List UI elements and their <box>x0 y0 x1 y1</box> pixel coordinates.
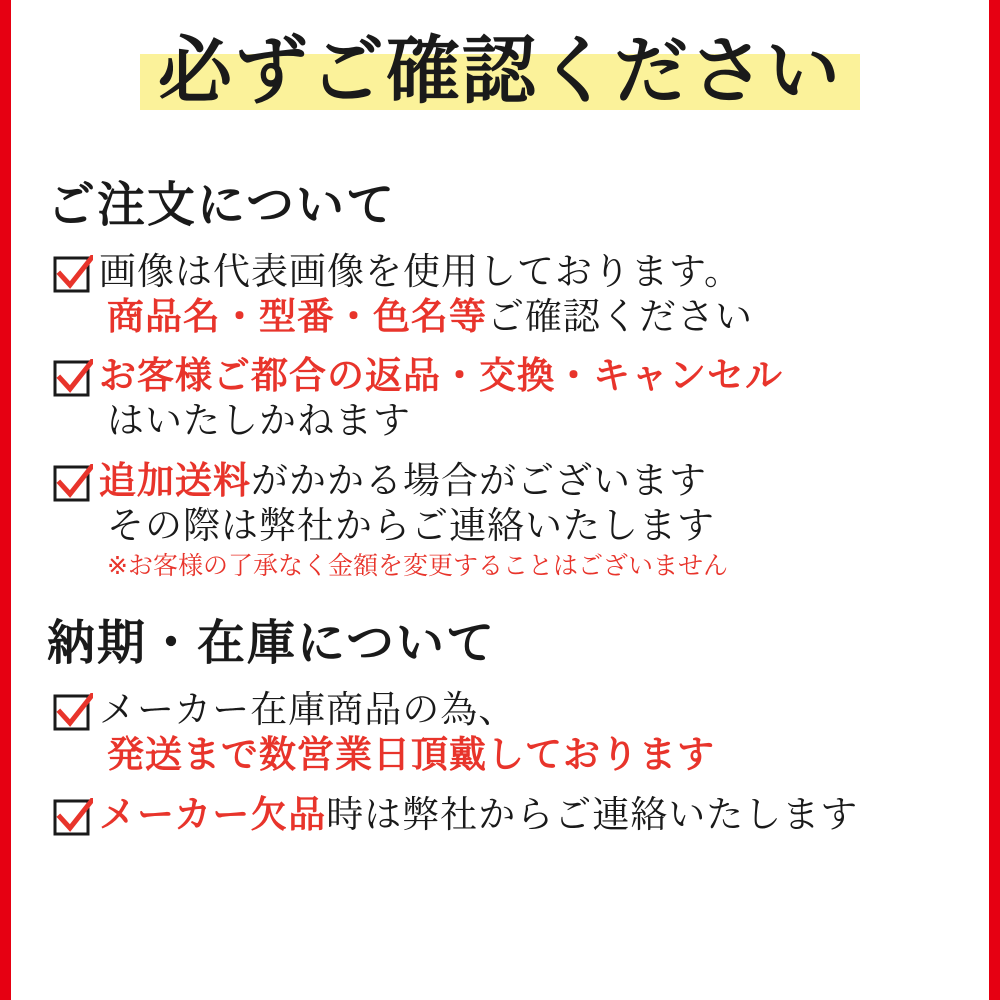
list-item <box>11 687 989 777</box>
checkbox-checked-icon <box>53 464 93 504</box>
list-item-text <box>99 458 989 583</box>
list-item <box>11 458 989 583</box>
list-item-line: お客様ご都合の返品・交換・キャンセル <box>99 354 783 398</box>
list-item-line <box>99 792 989 837</box>
list-item-text <box>99 792 989 837</box>
list-item <box>11 249 989 339</box>
page-title-text: 必ずご確認ください <box>158 28 842 114</box>
list-item <box>11 353 989 443</box>
section-heading-order: ご注文について <box>47 177 397 233</box>
right-red-edge-bar <box>989 0 1000 1000</box>
plain-text: 時は弊社からご連絡いたします <box>326 792 859 836</box>
emphasis-red-text: 商品名・型番・色名等 <box>107 295 487 339</box>
list-item-line: メーカー在庫商品の為、 <box>99 688 517 732</box>
list-item-line: その際は弊社からご連絡いたします <box>107 503 715 547</box>
order-items-list <box>11 249 989 582</box>
emphasis-red-text: メーカー欠品 <box>99 792 327 836</box>
plain-text: ご確認ください <box>487 295 753 339</box>
page-title <box>140 28 860 118</box>
list-item-text <box>99 249 989 339</box>
checkbox-checked-icon <box>53 255 93 295</box>
list-item-line: はいたしかねます <box>107 399 411 443</box>
list-item <box>11 792 989 838</box>
list-item-line <box>99 458 989 503</box>
emphasis-red-text: 追加送料 <box>99 458 251 502</box>
title-container <box>11 0 989 118</box>
section-heading-delivery: 納期・在庫について <box>47 615 497 672</box>
checkbox-checked-icon <box>53 798 93 838</box>
list-item-line <box>99 294 989 339</box>
left-red-edge-bar <box>0 0 11 1000</box>
notice-content <box>11 0 989 1000</box>
checkbox-checked-icon <box>53 359 93 399</box>
list-item-text <box>99 687 989 777</box>
list-item-text <box>99 353 989 443</box>
list-item-line: 画像は代表画像を使用しております。 <box>99 250 743 293</box>
checkbox-checked-icon <box>53 693 93 733</box>
delivery-items-list <box>11 687 989 837</box>
list-item-line: 発送まで数営業日頂戴しております <box>107 733 715 777</box>
plain-text: がかかる場合がございます <box>251 458 707 502</box>
list-item-note: ※お客様の了承なく金額を変更することはございません <box>107 550 728 580</box>
